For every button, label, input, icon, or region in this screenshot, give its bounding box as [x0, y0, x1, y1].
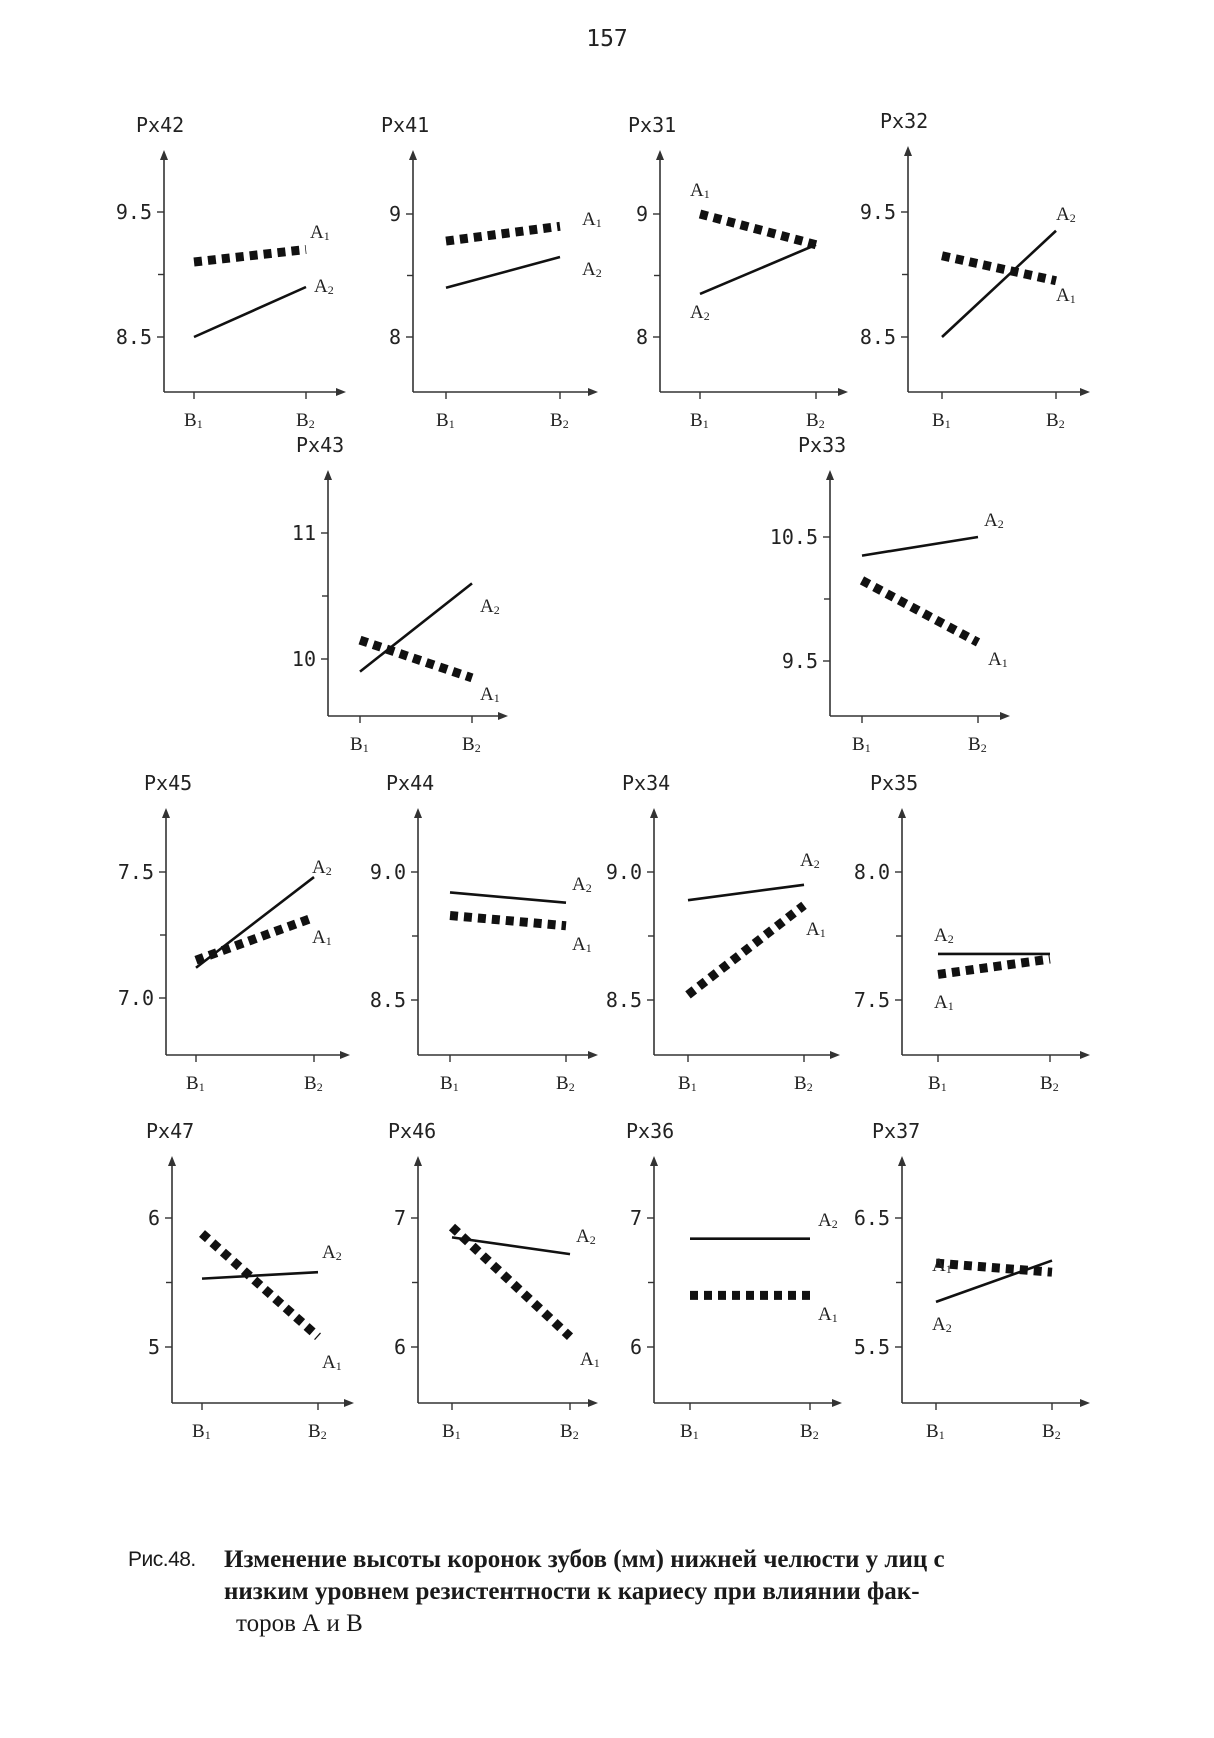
- series-label-a1: A1: [932, 1255, 952, 1276]
- series-label-a2: A2: [800, 850, 820, 871]
- series-line-a2: [688, 905, 804, 995]
- x-tick-label: B2: [1046, 410, 1065, 431]
- x-tick-label: B1: [186, 1073, 205, 1094]
- series-line-a2: [194, 250, 306, 263]
- x-tick-label: B1: [690, 410, 709, 431]
- series-label-a2: A2: [582, 259, 602, 280]
- series-label-a1: A1: [480, 684, 500, 705]
- chart-panel-px36: [626, 1119, 842, 1442]
- caption-line-2: низким уровнем резистентности к кариесу при влиянии фак-: [224, 1578, 920, 1605]
- series-line-a2: [938, 959, 1050, 974]
- series-line-a1: [862, 537, 978, 556]
- series-label-a1: A1: [806, 919, 826, 940]
- x-tick-label: B2: [800, 1421, 819, 1442]
- y-axis-arrow: [162, 808, 170, 818]
- caption-text: [224, 1544, 1084, 1640]
- chart-title: Px37: [872, 1119, 921, 1143]
- y-axis-arrow: [168, 1156, 176, 1166]
- chart-title: Px47: [146, 1119, 195, 1143]
- series-label-a2: A2: [818, 1210, 838, 1231]
- x-tick-label: B1: [350, 734, 369, 755]
- series-line-a1: [446, 257, 560, 288]
- chart-title: Px35: [870, 771, 919, 795]
- x-axis-arrow: [588, 1399, 598, 1407]
- series-line-a1: [688, 885, 804, 900]
- chart-title: Px46: [388, 1119, 437, 1143]
- series-label-a2: A2: [934, 925, 954, 946]
- y-axis-arrow: [904, 146, 912, 156]
- chart-panel-px47: [146, 1119, 354, 1442]
- x-tick-label: B1: [184, 410, 203, 431]
- series-line-a1: [700, 245, 816, 294]
- chart-panel-px42: [116, 113, 346, 431]
- series-line-a2: [942, 256, 1056, 281]
- y-tick-label: 8: [388, 325, 401, 349]
- series-label-a1: A1: [690, 180, 710, 201]
- series-line-a1: [202, 1272, 318, 1278]
- x-axis-arrow: [1080, 1051, 1090, 1059]
- x-axis-arrow: [1080, 388, 1090, 396]
- y-tick-label: 7: [629, 1206, 642, 1230]
- y-tick-label: 10: [291, 647, 316, 671]
- x-axis-arrow: [1000, 712, 1010, 720]
- series-label-a2: A2: [312, 857, 332, 878]
- chart-panel-px33: [770, 433, 1010, 755]
- series-label-a2: A2: [314, 276, 334, 297]
- series-label-a1: A1: [310, 222, 330, 243]
- y-tick-label: 9.0: [369, 860, 406, 884]
- x-axis-arrow: [830, 1051, 840, 1059]
- y-tick-label: 9.5: [115, 200, 152, 224]
- x-tick-label: B1: [678, 1073, 697, 1094]
- x-axis-arrow: [588, 1051, 598, 1059]
- x-tick-label: B1: [926, 1421, 945, 1442]
- y-tick-label: 9: [388, 202, 401, 226]
- chart-title: Px41: [381, 113, 430, 137]
- chart-panel-px43: [292, 433, 508, 755]
- y-tick-label: 7.5: [117, 860, 154, 884]
- y-tick-label: 11: [291, 521, 316, 545]
- y-tick-label: 5: [147, 1335, 160, 1359]
- y-axis-arrow: [650, 808, 658, 818]
- y-tick-label: 8.0: [853, 860, 890, 884]
- chart-title: Px43: [296, 433, 345, 457]
- y-tick-label: 9: [635, 202, 648, 226]
- series-label-a1: A1: [312, 927, 332, 948]
- y-tick-label: 7.5: [853, 988, 890, 1012]
- chart-title: Px42: [136, 113, 185, 137]
- y-tick-label: 7.0: [117, 986, 154, 1010]
- series-label-a1: A1: [582, 209, 602, 230]
- y-axis-arrow: [414, 1156, 422, 1166]
- x-tick-label: B1: [928, 1073, 947, 1094]
- series-line-a2: [700, 214, 816, 245]
- series-label-a2: A2: [984, 510, 1004, 531]
- series-label-a2: A2: [932, 1314, 952, 1335]
- x-tick-label: B2: [296, 410, 315, 431]
- series-line-a1: [450, 892, 566, 902]
- x-tick-label: B2: [794, 1073, 813, 1094]
- y-tick-label: 6: [147, 1206, 160, 1230]
- series-label-a1: A1: [580, 1349, 600, 1370]
- x-tick-label: B1: [192, 1421, 211, 1442]
- chart-panel-px44: [370, 771, 598, 1094]
- series-label-a2: A2: [576, 1226, 596, 1247]
- x-tick-label: B2: [308, 1421, 327, 1442]
- y-axis-arrow: [160, 150, 168, 160]
- caption-line-1: Изменение высоты коронок зубов (мм) нижней челюсти у лиц с: [224, 1546, 945, 1573]
- series-line-a1: [942, 231, 1056, 337]
- series-label-a1: A1: [1056, 285, 1076, 306]
- y-axis-arrow: [324, 470, 332, 480]
- series-line-a2: [450, 916, 566, 926]
- series-line-a2: [202, 1233, 318, 1336]
- y-tick-label: 6: [393, 1335, 406, 1359]
- chart-panel-px46: [388, 1119, 600, 1442]
- series-label-a2: A2: [322, 1242, 342, 1263]
- x-axis-arrow: [498, 712, 508, 720]
- series-label-a1: A1: [322, 1352, 342, 1373]
- chart-panel-px34: [606, 771, 840, 1094]
- x-tick-label: B2: [806, 410, 825, 431]
- y-tick-label: 8.5: [859, 325, 896, 349]
- x-tick-label: B2: [560, 1421, 579, 1442]
- y-axis-arrow: [656, 150, 664, 160]
- series-label-a1: A1: [988, 649, 1008, 670]
- chart-title: Px44: [386, 771, 435, 795]
- chart-panel-px31: [628, 113, 848, 431]
- chart-title: Px32: [880, 109, 929, 133]
- x-axis-arrow: [838, 388, 848, 396]
- series-label-a1: A1: [934, 992, 954, 1013]
- x-tick-label: B2: [556, 1073, 575, 1094]
- y-tick-label: 9.5: [781, 649, 818, 673]
- x-tick-label: B1: [852, 734, 871, 755]
- x-tick-label: B2: [304, 1073, 323, 1094]
- x-axis-arrow: [832, 1399, 842, 1407]
- caption-number: Рис.48.: [128, 1548, 196, 1571]
- y-axis-arrow: [826, 470, 834, 480]
- y-axis-arrow: [409, 150, 417, 160]
- y-tick-label: 5.5: [853, 1335, 890, 1359]
- y-tick-label: 9.5: [859, 200, 896, 224]
- series-label-a1: A1: [572, 934, 592, 955]
- x-tick-label: B1: [932, 410, 951, 431]
- x-tick-label: B2: [550, 410, 569, 431]
- y-tick-label: 8.5: [605, 988, 642, 1012]
- series-line-a2: [862, 580, 978, 642]
- y-axis-arrow: [414, 808, 422, 818]
- x-tick-label: B2: [968, 734, 987, 755]
- chart-title: Px45: [144, 771, 193, 795]
- series-label-a2: A2: [480, 596, 500, 617]
- x-axis-arrow: [588, 388, 598, 396]
- series-line-a2: [446, 226, 560, 241]
- x-tick-label: B2: [462, 734, 481, 755]
- chart-panel-px45: [118, 771, 350, 1094]
- x-tick-label: B2: [1040, 1073, 1059, 1094]
- chart-title: Px31: [628, 113, 677, 137]
- y-tick-label: 9.0: [605, 860, 642, 884]
- x-axis-arrow: [340, 1051, 350, 1059]
- x-axis-arrow: [344, 1399, 354, 1407]
- x-axis-arrow: [336, 388, 346, 396]
- x-tick-label: B1: [440, 1073, 459, 1094]
- x-tick-label: B1: [436, 410, 455, 431]
- y-axis-arrow: [650, 1156, 658, 1166]
- series-label-a1: A1: [818, 1304, 838, 1325]
- x-tick-label: B1: [442, 1421, 461, 1442]
- series-label-a2: A2: [572, 874, 592, 895]
- x-tick-label: B2: [1042, 1421, 1061, 1442]
- chart-title: Px36: [626, 1119, 675, 1143]
- y-tick-label: 8.5: [369, 988, 406, 1012]
- y-tick-label: 6: [629, 1335, 642, 1359]
- chart-panel-px41: [381, 113, 602, 431]
- y-tick-label: 10.5: [769, 525, 818, 549]
- y-tick-label: 7: [393, 1206, 406, 1230]
- y-tick-label: 8: [635, 325, 648, 349]
- y-axis-arrow: [898, 1156, 906, 1166]
- y-tick-label: 6.5: [853, 1206, 890, 1230]
- series-label-a2: A2: [1056, 204, 1076, 225]
- chart-panel-px37: [854, 1119, 1090, 1442]
- series-line-a1: [194, 287, 306, 337]
- series-label-a2: A2: [690, 302, 710, 323]
- y-axis-arrow: [898, 808, 906, 818]
- page-number: 157: [586, 26, 628, 52]
- chart-title: Px33: [798, 433, 847, 457]
- series-line-a2: [452, 1227, 570, 1337]
- caption-line-3: торов А и В: [236, 1610, 363, 1637]
- x-axis-arrow: [1080, 1399, 1090, 1407]
- chart-panel-px35: [854, 771, 1090, 1094]
- chart-title: Px34: [622, 771, 671, 795]
- chart-panel-px32: [860, 109, 1090, 431]
- series-line-a2: [936, 1263, 1052, 1272]
- y-tick-label: 8.5: [115, 325, 152, 349]
- x-tick-label: B1: [680, 1421, 699, 1442]
